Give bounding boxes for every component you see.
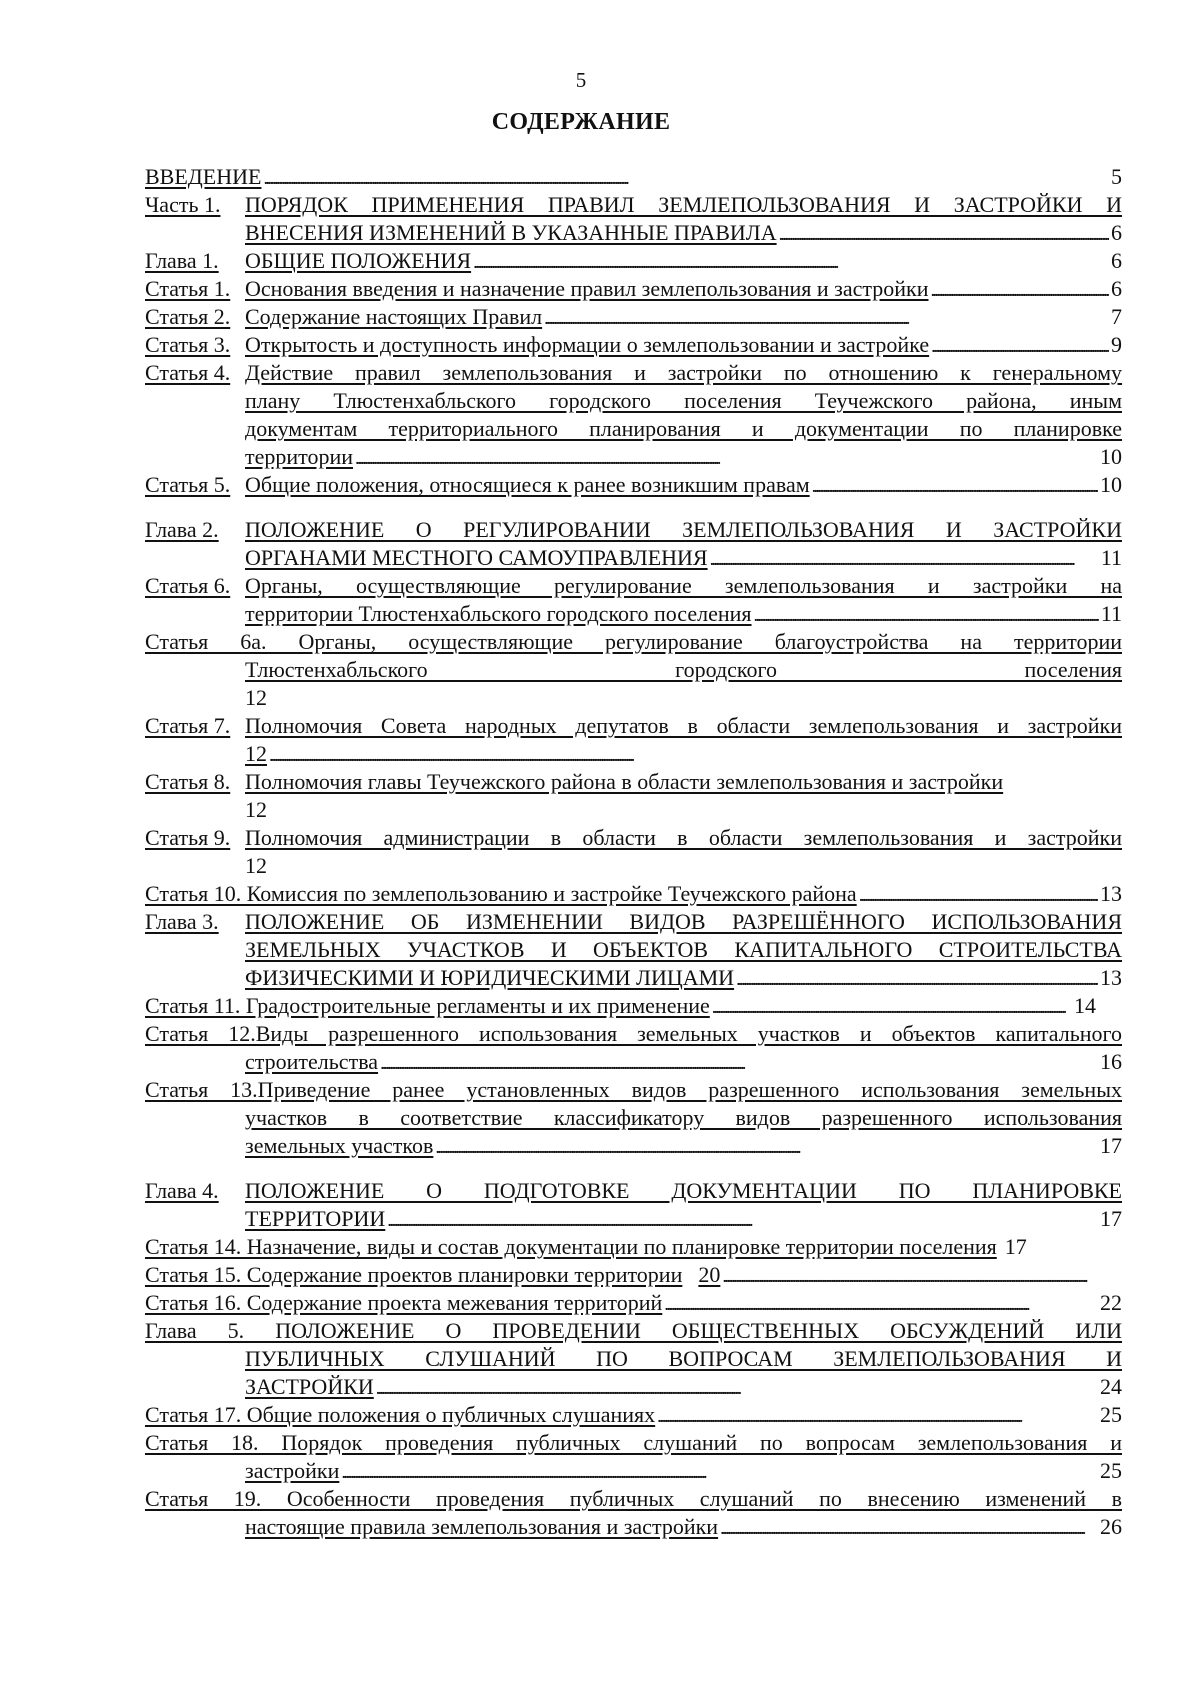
toc-page-number: 7 bbox=[1111, 304, 1122, 329]
toc-entry-text[interactable]: Основания введения и назначение правил землепользования и застройки bbox=[245, 276, 929, 301]
toc-entry-text[interactable]: территории Тлюстенхабльского городского поселения bbox=[245, 601, 752, 626]
dot-leader bbox=[931, 331, 1109, 359]
dot-leader bbox=[269, 740, 1096, 768]
dot-leader bbox=[380, 1048, 1098, 1076]
toc-page-number: 26 bbox=[1100, 1514, 1122, 1539]
toc-entry-article-7-cont[interactable] bbox=[145, 740, 1122, 768]
document-title: СОДЕРЖАНИЕ bbox=[491, 109, 671, 135]
toc-entry-article-9-cont[interactable] bbox=[145, 852, 1122, 880]
dot-leader bbox=[736, 964, 1098, 992]
toc-entry-article-2[interactable] bbox=[145, 303, 1122, 331]
toc-entry-article-6-cont[interactable] bbox=[145, 600, 1122, 628]
toc-page-number: 25 bbox=[1100, 1402, 1122, 1427]
toc-entry-article-11[interactable] bbox=[145, 992, 1122, 1020]
dot-leader bbox=[341, 1457, 1098, 1485]
toc-page-number: 12 bbox=[245, 797, 267, 822]
toc-entry-text[interactable]: участков в соответствие классификатору видов разрешенного использования bbox=[245, 1105, 1122, 1130]
toc-entry-article-6[interactable] bbox=[145, 572, 1122, 600]
toc-entry-text[interactable]: ВНЕСЕНИЯ ИЗМЕНЕНИЙ В УКАЗАННЫЕ ПРАВИЛА bbox=[245, 220, 777, 245]
dot-leader bbox=[387, 1205, 1098, 1233]
toc-entry-label: Статья 2. bbox=[145, 304, 231, 329]
toc-entry-chapter-2[interactable] bbox=[145, 516, 1122, 544]
toc-entry-text[interactable]: Содержание настоящих Правил bbox=[245, 304, 543, 329]
toc-entry-article-13-cont[interactable] bbox=[145, 1104, 1122, 1132]
toc-entry-text[interactable]: Полномочия главы Теучежского района в области землепользования и застройки bbox=[245, 769, 1004, 794]
toc-entry-label: Статья 5. bbox=[145, 472, 231, 497]
toc-entry-text[interactable]: настоящие правила землепользования и застройки bbox=[245, 1514, 719, 1539]
toc-page-number: 17 bbox=[1100, 1206, 1122, 1231]
dot-leader bbox=[544, 303, 1109, 331]
section-spacer bbox=[145, 499, 1122, 516]
dot-leader bbox=[355, 443, 1098, 471]
toc-entry-label: Глава 4. bbox=[145, 1178, 219, 1203]
toc-page-number: 12 bbox=[245, 853, 267, 878]
toc-entry-text[interactable]: ВВЕДЕНИЕ bbox=[145, 164, 262, 189]
toc-entry-article-1[interactable] bbox=[145, 275, 1122, 303]
toc-entry-text[interactable]: ОРГАНАМИ МЕСТНОГО САМОУПРАВЛЕНИЯ bbox=[245, 545, 708, 570]
toc-entry-text[interactable]: Статья 18. Порядок проведения публичных слушаний по вопросам землепользования и bbox=[145, 1430, 1122, 1455]
toc-page-number: 12 bbox=[245, 741, 267, 766]
toc-entry-article-13-cont[interactable] bbox=[145, 1132, 1122, 1160]
toc-entry-text[interactable]: ПОЛОЖЕНИЕ О ПОДГОТОВКЕ ДОКУМЕНТАЦИИ ПО ПЛАНИРОВКЕ bbox=[245, 1178, 1122, 1203]
toc-entry-chapter-1[interactable] bbox=[145, 247, 1122, 275]
toc-page-number: 25 bbox=[1100, 1458, 1122, 1483]
toc-entry-article-6a[interactable] bbox=[145, 628, 1122, 656]
toc-entry-article-10[interactable] bbox=[145, 880, 1122, 908]
dot-leader bbox=[812, 471, 1098, 499]
dot-leader bbox=[435, 1132, 1098, 1160]
section-spacer bbox=[145, 1160, 1122, 1177]
toc-entry-article-5[interactable] bbox=[145, 471, 1122, 499]
dot-leader bbox=[263, 163, 1109, 191]
toc-entry-text[interactable]: Тлюстенхабльского городского поселения bbox=[245, 657, 1122, 682]
toc-entry-article-18[interactable] bbox=[145, 1429, 1122, 1457]
dot-leader bbox=[931, 275, 1110, 303]
dot-leader bbox=[664, 1289, 1098, 1317]
toc-entry-text[interactable]: плану Тлюстенхабльского городского поселения Теучежского района, иным bbox=[245, 388, 1122, 413]
toc-entry-chapter-3[interactable] bbox=[145, 908, 1122, 936]
toc-entry-text[interactable]: Глава 5. ПОЛОЖЕНИЕ О ПРОВЕДЕНИИ ОБЩЕСТВЕННЫХ ОБСУЖДЕНИЙ ИЛИ bbox=[145, 1318, 1122, 1343]
toc-entry-chapter-4-cont[interactable] bbox=[145, 1205, 1122, 1233]
toc-entry-text[interactable]: Статья 17. Общие положения о публичных слушаниях bbox=[145, 1402, 656, 1427]
dot-leader bbox=[779, 219, 1109, 247]
toc-entry-text[interactable]: Статья 6а. Органы, осуществляющие регулирование благоустройства на территории bbox=[145, 629, 1122, 654]
toc-entry-article-8[interactable] bbox=[145, 768, 1122, 796]
toc-entry-text[interactable]: земельных участков bbox=[245, 1133, 434, 1158]
dot-leader bbox=[859, 880, 1098, 908]
toc-entry-article-6a-cont[interactable] bbox=[145, 656, 1122, 684]
toc-page-number: 13 bbox=[1100, 881, 1122, 906]
toc-entry-text[interactable]: строительства bbox=[245, 1049, 379, 1074]
toc-page-number: 9 bbox=[1111, 332, 1122, 357]
toc-entry-article-19-cont[interactable] bbox=[145, 1513, 1122, 1541]
toc-entry-chapter-2-cont[interactable] bbox=[145, 544, 1122, 572]
toc-entry-text[interactable]: Полномочия Совета народных депутатов в области землепользования и застройки bbox=[245, 713, 1122, 738]
toc-entry-text[interactable]: ФИЗИЧЕСКИМИ И ЮРИДИЧЕСКИМИ ЛИЦАМИ bbox=[245, 965, 735, 990]
toc-page-number: 11 bbox=[1100, 601, 1122, 626]
toc-entry-article-4[interactable] bbox=[145, 359, 1122, 387]
toc-entry-label: Статья 1. bbox=[145, 276, 231, 301]
dot-leader bbox=[712, 992, 1066, 1020]
table-of-contents bbox=[145, 163, 1122, 1541]
toc-entry-label: Статья 3. bbox=[145, 332, 231, 357]
dot-leader bbox=[754, 600, 1099, 628]
toc-page-number: 22 bbox=[1100, 1290, 1122, 1315]
toc-page-number: 6 bbox=[1111, 276, 1122, 301]
toc-page-number: 11 bbox=[1100, 545, 1122, 570]
toc-entry-chapter-5[interactable] bbox=[145, 1317, 1122, 1345]
toc-entry-label: Глава 1. bbox=[145, 248, 219, 273]
toc-entry-article-4-cont[interactable] bbox=[145, 415, 1122, 443]
toc-page-number: 10 bbox=[1100, 444, 1122, 469]
toc-entry-text[interactable]: ПОЛОЖЕНИЕ ОБ ИЗМЕНЕНИИ ВИДОВ РАЗРЕШЁННОГО ИСПОЛЬЗОВАНИЯ bbox=[245, 909, 1122, 934]
toc-entry-text[interactable]: Статья 10. Комиссия по землепользованию и застройке Теучежского района bbox=[145, 881, 857, 906]
toc-entry-text[interactable]: ПОРЯДОК ПРИМЕНЕНИЯ ПРАВИЛ ЗЕМЛЕПОЛЬЗОВАНИЯ И ЗАСТРОЙКИ И bbox=[245, 192, 1122, 217]
toc-entry-text[interactable]: ПУБЛИЧНЫХ СЛУШАНИЙ ПО ВОПРОСАМ ЗЕМЛЕПОЛЬЗОВАНИЯ И bbox=[245, 1346, 1122, 1371]
toc-page-number: 12 bbox=[245, 685, 267, 710]
toc-entry-text[interactable]: Статья 16. Содержание проекта межевания территорий bbox=[145, 1290, 663, 1315]
toc-entry-text[interactable]: Общие положения, относящиеся к ранее возникшим правам bbox=[245, 472, 810, 497]
toc-page-number: 5 bbox=[1111, 164, 1122, 189]
page-number: 5 bbox=[575, 68, 587, 92]
toc-page-number: 16 bbox=[1100, 1049, 1122, 1074]
toc-entry-article-18-cont[interactable] bbox=[145, 1457, 1122, 1485]
toc-entry-chapter-3-cont[interactable] bbox=[145, 936, 1122, 964]
dot-leader bbox=[710, 544, 1099, 572]
toc-entry-part-1[interactable] bbox=[145, 191, 1122, 219]
toc-entry-label: Глава 2. bbox=[145, 517, 219, 542]
toc-entry-text[interactable]: Статья 12.Виды разрешенного использования земельных участков и объектов капитального bbox=[145, 1021, 1122, 1046]
toc-entry-text[interactable]: Статья 13.Приведение ранее установленных видов разрешенного использования земельных bbox=[145, 1077, 1122, 1102]
dot-leader bbox=[376, 1373, 1098, 1401]
toc-page-number: 17 bbox=[1100, 1133, 1122, 1158]
toc-entry-article-9[interactable] bbox=[145, 824, 1122, 852]
toc-entry-text[interactable]: Статья 11. Градостроительные регламенты и их применение bbox=[145, 993, 710, 1018]
toc-entry-label: Статья 6. bbox=[145, 573, 231, 598]
toc-entry-text[interactable]: ОБЩИЕ ПОЛОЖЕНИЯ bbox=[245, 248, 472, 273]
toc-entry-text[interactable]: Статья 14. Назначение, виды и состав документации по планировке территории поселения bbox=[145, 1234, 997, 1259]
toc-entry-article-13[interactable] bbox=[145, 1076, 1122, 1104]
toc-entry-text[interactable]: застройки bbox=[245, 1458, 340, 1483]
toc-page-number: 17 bbox=[1004, 1234, 1027, 1259]
toc-entry-article-8-cont[interactable] bbox=[145, 796, 1122, 824]
toc-page-number: 10 bbox=[1100, 472, 1122, 497]
toc-entry-text[interactable]: Органы, осуществляющие регулирование землепользования и застройки на bbox=[245, 573, 1122, 598]
toc-entry-article-12-cont[interactable] bbox=[145, 1048, 1122, 1076]
toc-entry-text[interactable]: Статья 15. Содержание проектов планировки территории bbox=[145, 1262, 683, 1287]
toc-entry-text[interactable]: ПОЛОЖЕНИЕ О РЕГУЛИРОВАНИИ ЗЕМЛЕПОЛЬЗОВАНИЯ И ЗАСТРОЙКИ bbox=[245, 517, 1122, 542]
toc-entry-text[interactable]: ТЕРРИТОРИИ bbox=[245, 1206, 386, 1231]
toc-entry-text[interactable]: территории bbox=[245, 444, 354, 469]
toc-entry-label: Статья 8. bbox=[145, 769, 231, 794]
toc-entry-text[interactable]: ЗАСТРОЙКИ bbox=[245, 1374, 374, 1399]
toc-entry-article-7[interactable] bbox=[145, 712, 1122, 740]
toc-entry-label: Статья 4. bbox=[145, 360, 231, 385]
dot-leader bbox=[722, 1261, 1096, 1289]
toc-page-number: 24 bbox=[1100, 1374, 1122, 1399]
toc-entry-part-1-cont[interactable] bbox=[145, 219, 1122, 247]
toc-entry-chapter-5-cont[interactable] bbox=[145, 1373, 1122, 1401]
toc-entry-chapter-3-cont[interactable] bbox=[145, 964, 1122, 992]
toc-entry-article-14[interactable] bbox=[145, 1233, 1122, 1261]
dot-leader bbox=[657, 1401, 1098, 1429]
toc-entry-article-15[interactable] bbox=[145, 1261, 1122, 1289]
toc-entry-text[interactable]: Открытость и доступность информации о землепользовании и застройке bbox=[245, 332, 930, 357]
toc-entry-text[interactable]: Полномочия администрации в области в области землепользования и застройки bbox=[245, 825, 1122, 850]
toc-entry-article-16[interactable] bbox=[145, 1289, 1122, 1317]
toc-entry-intro[interactable] bbox=[145, 163, 1122, 191]
toc-entry-label: Часть 1. bbox=[145, 192, 221, 217]
dot-leader bbox=[473, 247, 1109, 275]
toc-entry-chapter-5-cont[interactable] bbox=[145, 1345, 1122, 1373]
toc-entry-text[interactable]: документам территориального планирования и документации по планировке bbox=[245, 416, 1122, 441]
toc-page-number: 6 bbox=[1111, 248, 1122, 273]
dot-leader bbox=[720, 1513, 1098, 1541]
toc-entry-article-19[interactable] bbox=[145, 1485, 1122, 1513]
toc-entry-text[interactable]: ЗЕМЕЛЬНЫХ УЧАСТКОВ И ОБЪЕКТОВ КАПИТАЛЬНОГО СТРОИТЕЛЬСТВА bbox=[245, 937, 1122, 962]
toc-page-number: 14 bbox=[1074, 993, 1096, 1018]
toc-entry-article-3[interactable] bbox=[145, 331, 1122, 359]
toc-entry-article-4-cont[interactable] bbox=[145, 387, 1122, 415]
toc-entry-article-4-cont[interactable] bbox=[145, 443, 1122, 471]
toc-entry-label: Статья 9. bbox=[145, 825, 231, 850]
toc-entry-article-12[interactable] bbox=[145, 1020, 1122, 1048]
toc-page-number: 6 bbox=[1111, 220, 1122, 245]
toc-entry-label: Статья 7. bbox=[145, 713, 231, 738]
toc-entry-chapter-4[interactable] bbox=[145, 1177, 1122, 1205]
toc-page-number: 20 bbox=[698, 1262, 721, 1287]
toc-entry-label: Глава 3. bbox=[145, 909, 219, 934]
toc-page-number: 13 bbox=[1100, 965, 1122, 990]
toc-entry-text[interactable]: Действие правил землепользования и застройки по отношению к генеральному bbox=[245, 360, 1122, 385]
toc-entry-article-6a-cont[interactable] bbox=[145, 684, 1122, 712]
toc-entry-article-17[interactable] bbox=[145, 1401, 1122, 1429]
toc-entry-text[interactable]: Статья 19. Особенности проведения публичных слушаний по внесению изменений в bbox=[145, 1486, 1122, 1511]
